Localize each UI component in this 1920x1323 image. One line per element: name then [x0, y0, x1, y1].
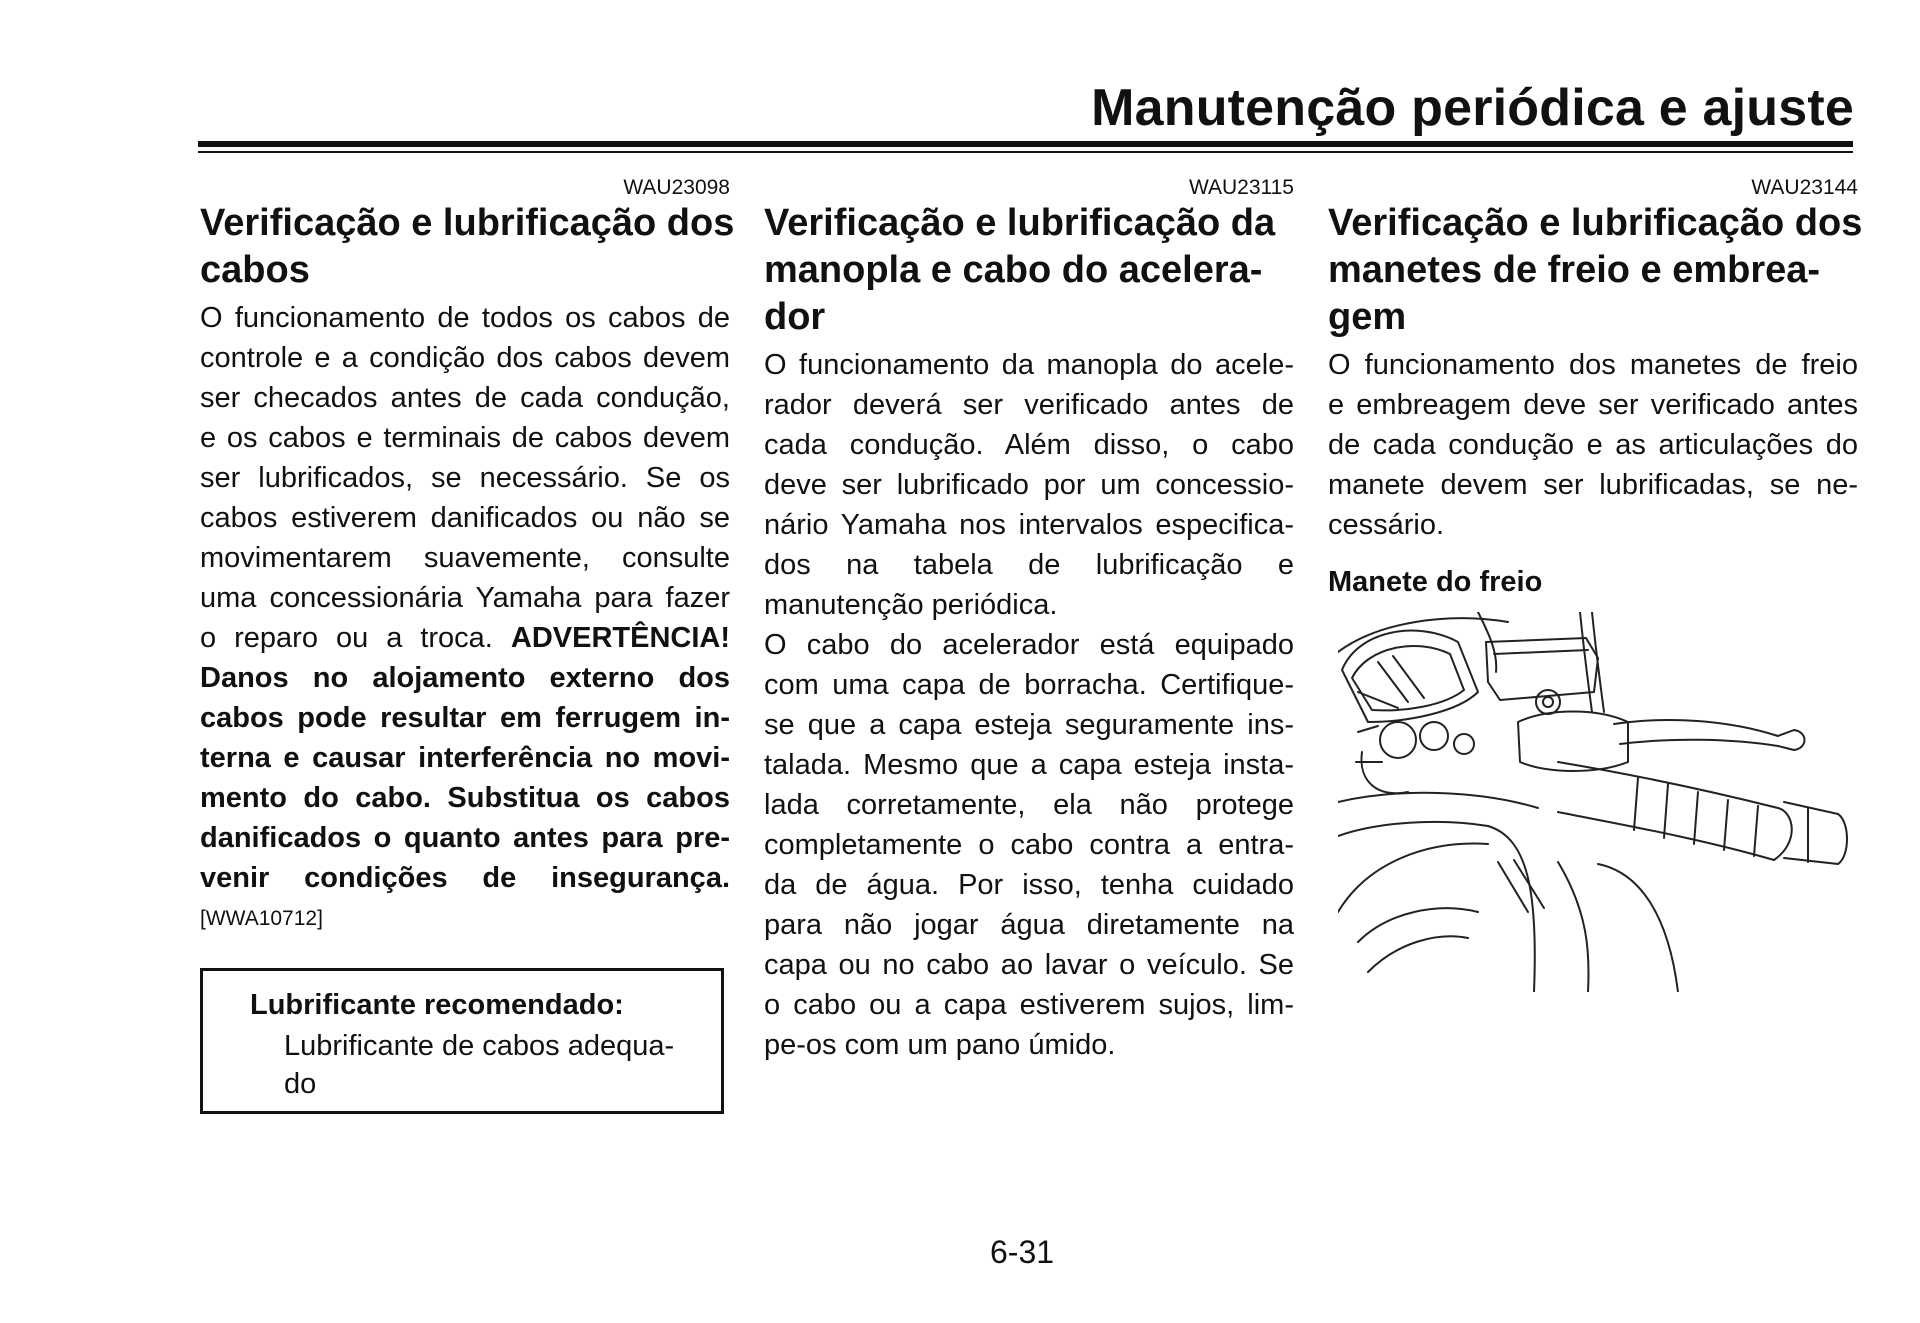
heading-line: dor [764, 296, 826, 338]
body-line-with-warning [200, 618, 730, 658]
section-heading [1328, 200, 1863, 341]
section-code: WAU23098 [623, 176, 730, 199]
heading-line: Verificação e lubrificação dos [1328, 202, 1863, 244]
section-body [764, 345, 1294, 1065]
body-line: cessário. [1328, 509, 1445, 541]
section-code: WAU23115 [1188, 176, 1294, 199]
heading-line: cabos [200, 249, 310, 291]
body-line: O funcionamento dos manetes de freio [1328, 349, 1858, 381]
body-line: dos na tabela de lubrificação e [764, 549, 1294, 581]
body-line: deve ser lubrificado por um concessio- [764, 469, 1294, 501]
heading-line: manopla e cabo do acelera- [764, 249, 1263, 291]
section-body [1328, 345, 1858, 545]
body-line: O funcionamento da manopla do acele- [764, 349, 1294, 381]
body-line: nário Yamaha nos intervalos especifica- [764, 509, 1294, 541]
body-line: de cada condução e as articulações do [1328, 429, 1858, 461]
heading-line: Verificação e lubrificação da [764, 202, 1276, 244]
body-line: e embreagem deve ser verificado antes [1328, 389, 1858, 421]
body-line: para não jogar água diretamente na [764, 909, 1294, 941]
lubricant-value [284, 1027, 674, 1103]
body-line: movimentarem suavemente, consulte [200, 542, 730, 574]
heading-line: Verificação e lubrificação dos [200, 202, 735, 244]
body-line: manete devem ser lubrificadas, se ne- [1328, 469, 1858, 501]
body-line: capa ou no cabo ao lavar o veículo. Se [764, 949, 1294, 981]
body-line: controle e a condição dos cabos devem [200, 342, 730, 374]
lubricant-title: Lubrificante recomendado: [250, 989, 624, 1021]
brake-lever-illustration [1338, 612, 1854, 992]
body-line: da de água. Por isso, tenha cuidado [764, 869, 1294, 901]
warning-line: cabos pode resultar em ferrugem in- [200, 702, 730, 734]
body-line: cada condução. Além disso, o cabo [764, 429, 1294, 461]
body-line: talada. Mesmo que a capa esteja insta- [764, 749, 1294, 781]
body-line: O cabo do acelerador está equipado [764, 629, 1294, 661]
section-throttle [764, 176, 1294, 1065]
body-text: o reparo ou a troca. [200, 622, 493, 654]
body-line: o cabo ou a capa estiverem sujos, lim- [764, 989, 1294, 1021]
body-line: manutenção periódica. [764, 589, 1058, 621]
figure-caption: Manete do freio [1328, 566, 1543, 598]
body-line: rador deverá ser verificado antes de [764, 389, 1294, 421]
body-line: se que a capa esteja seguramente ins- [764, 709, 1294, 741]
body-line: completamente o cabo contra a entra- [764, 829, 1294, 861]
body-line: ser checados antes de cada condução, [200, 382, 730, 414]
section-body [200, 298, 730, 898]
header-rule-thick [198, 141, 1853, 147]
section-heading [764, 200, 1294, 341]
body-line: uma concessionária Yamaha para fazer [200, 582, 730, 614]
body-line: ser lubrificados, se necessário. Se os [200, 462, 730, 494]
section-heading [200, 200, 735, 294]
page-number: 6-31 [990, 1234, 1055, 1270]
section-code: WAU23144 [1751, 176, 1858, 199]
body-line: com uma capa de borracha. Certifique- [764, 669, 1294, 701]
warning-line: Danos no alojamento externo dos [200, 662, 730, 694]
lubricant-value-line: do [284, 1068, 317, 1100]
lubricant-value-line: Lubrificante de cabos adequa- [284, 1030, 675, 1062]
warning-line: danificados o quanto antes para pre- [200, 822, 730, 854]
body-line: cabos estiverem danificados ou não se [200, 502, 730, 534]
header-rule-thin [198, 151, 1853, 153]
body-line: pe-os com um pano úmido. [764, 1029, 1116, 1061]
body-line: O funcionamento de todos os cabos de [200, 302, 730, 334]
section-cables [200, 176, 735, 934]
section-levers [1328, 176, 1863, 545]
heading-line: manetes de freio e embrea- [1328, 249, 1821, 291]
recommended-lubricant-box [200, 968, 724, 1114]
heading-line: gem [1328, 296, 1407, 338]
body-line: lada corretamente, ela não protege [764, 789, 1294, 821]
warning-reference: [WWA10712] [200, 907, 323, 930]
body-line: e os cabos e terminais de cabos devem [200, 422, 730, 454]
page-title: Manutenção periódica e ajuste [1091, 79, 1854, 137]
warning-line: venir condições de insegurança. [200, 862, 730, 894]
warning-line: terna e causar interferência no movi- [200, 742, 730, 774]
warning-line: mento do cabo. Substitua os cabos [200, 782, 730, 814]
warning-label: ADVERTÊNCIA! [510, 622, 730, 654]
